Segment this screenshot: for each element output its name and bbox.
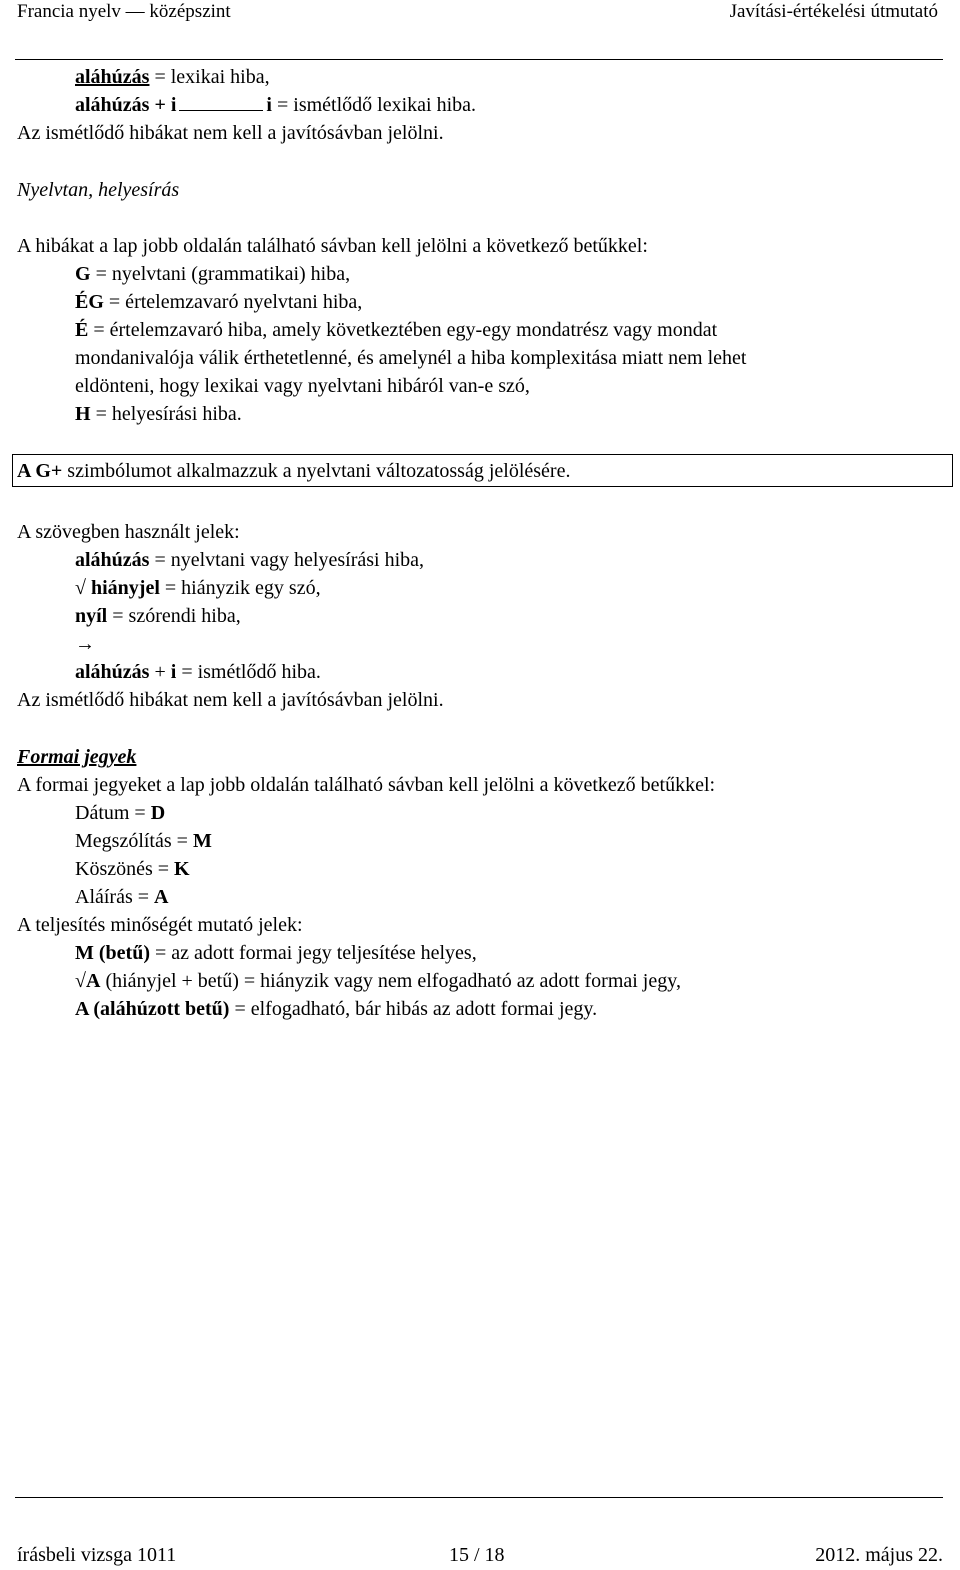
formal-title: Formai jegyek: [17, 746, 137, 768]
grammar-e-cont-1: mondanivalója válik érthetetlenné, és amelynél a hiba komplexitása miatt nem lehet: [75, 347, 747, 369]
arrow-icon: →: [75, 633, 95, 655]
quality-flawed: A (aláhúzott betű) = elfogadható, bár hibás az adott formai jegy.: [75, 998, 598, 1020]
footer-left: írásbeli vizsga 1011: [17, 1544, 177, 1566]
grammar-e-cont-2: eldönteni, hogy lexikai vagy nyelvtani hibáról van-e szó,: [75, 375, 530, 397]
header-right: Javítási-értékelési útmutató: [729, 1, 938, 22]
formal-item-signature: Aláírás = A: [75, 886, 169, 908]
lexical-line-2: aláhúzás + i i = ismétlődő lexikai hiba.: [75, 94, 477, 116]
header-left: Francia nyelv — középszint: [17, 1, 231, 22]
radical-icon: √: [75, 577, 86, 599]
grammar-e: É = értelemzavaró hiba, amely következtében egy-egy mondatrész vagy mondat: [75, 319, 718, 341]
lexical-line-1: aláhúzás = lexikai hiba,: [75, 66, 270, 88]
quality-missing: √A (hiányjel + betű) = hiányzik vagy nem elfogadható az adott formai jegy,: [75, 970, 681, 992]
signs-intro: A szövegben használt jelek:: [17, 521, 240, 543]
formal-item-salutation: Megszólítás = M: [75, 830, 212, 852]
grammar-g: G = nyelvtani (grammatikai) hiba,: [75, 263, 351, 285]
sign-underline: aláhúzás = nyelvtani vagy helyesírási hiba,: [75, 549, 425, 571]
grammar-title: Nyelvtan, helyesírás: [17, 179, 180, 201]
blank-underline: [179, 92, 263, 111]
grammar-intro: A hibákat a lap jobb oldalán található sávban kell jelölni a következő betűkkel:: [17, 235, 648, 257]
sign-arrow: nyíl = szórendi hiba,: [75, 605, 241, 627]
formal-intro: A formai jegyeket a lap jobb oldalán található sávban kell jelölni a következő betűkkel:: [17, 774, 716, 796]
quality-intro: A teljesítés minőségét mutató jelek:: [17, 914, 303, 936]
grammar-h: H = helyesírási hiba.: [75, 403, 242, 425]
gplus-note: A G+ szimbólumot alkalmazzuk a nyelvtani változatosság jelölésére.: [17, 460, 571, 482]
formal-item-date: Dátum = D: [75, 802, 166, 824]
grammar-eg: ÉG = értelemzavaró nyelvtani hiba,: [75, 291, 363, 313]
quality-correct: M (betű) = az adott formai jegy teljesítése helyes,: [75, 942, 477, 964]
formal-item-greeting: Köszönés = K: [75, 858, 190, 880]
lexical-underline-label: aláhúzás: [75, 66, 150, 88]
header-rule: [15, 59, 943, 60]
footer-page-number: 15 / 18: [449, 1544, 505, 1566]
radical-icon: √: [75, 970, 86, 992]
footer-rule: [15, 1497, 943, 1498]
signs-note: Az ismétlődő hibákat nem kell a javítósávban jelölni.: [17, 689, 444, 711]
lexical-note: Az ismétlődő hibákat nem kell a javítósávban jelölni.: [17, 122, 444, 144]
sign-repeat: aláhúzás + i = ismétlődő hiba.: [75, 661, 321, 683]
footer-right: 2012. május 22.: [815, 1544, 943, 1566]
sign-caret: √ hiányjel = hiányzik egy szó,: [75, 577, 321, 599]
